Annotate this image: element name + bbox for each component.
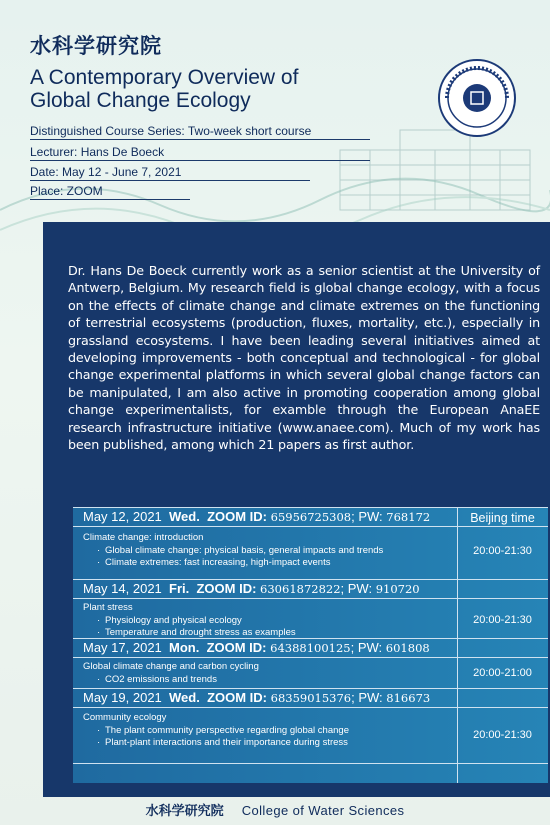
title-line-2: Global Change Ecology xyxy=(30,89,251,112)
date-line: Date: May 12 - June 7, 2021 xyxy=(30,165,310,181)
zoom-password: 768172 xyxy=(386,510,431,524)
session-topic: Plant stress xyxy=(83,602,133,613)
pw-label: ; PW: xyxy=(351,509,383,524)
title-line-1: A Contemporary Overview of xyxy=(30,66,299,89)
zoom-id: 63061872822 xyxy=(260,582,341,596)
session-header xyxy=(73,688,548,708)
zoom-label: ZOOM ID: xyxy=(207,690,268,705)
session-topic: Climate change: introduction xyxy=(83,532,204,543)
college-seal-icon xyxy=(437,58,517,138)
list-item: · CO2 emissions and trends xyxy=(83,674,548,687)
session-date: May 19, 2021 xyxy=(83,690,162,705)
footer xyxy=(0,800,550,819)
session-time: 20:00-21:30 xyxy=(473,729,532,741)
session-topic: Community ecology xyxy=(83,712,167,723)
zoom-label: ZOOM ID: xyxy=(206,640,267,655)
zoom-id: 68359015376 xyxy=(270,691,352,705)
footer-cn: 水科学研究院 xyxy=(145,804,224,819)
list-item: · Physiology and physical ecology xyxy=(83,615,548,628)
pw-label: ; PW: xyxy=(340,581,373,596)
list-item: · Plant-plant interactions and their importance during stress xyxy=(83,737,548,750)
session-weekday: Mon. xyxy=(169,640,200,655)
list-item: · Climate extremes: fast increasing, high-impact events xyxy=(83,557,548,570)
list-item: · Global climate change: physical basis, general impacts and trends xyxy=(83,545,548,558)
session-header xyxy=(73,638,548,658)
footer-en: College of Water Sciences xyxy=(241,803,405,818)
list-item: · Temperature and drought stress as examples xyxy=(83,627,548,640)
zoom-label: ZOOM ID: xyxy=(196,581,257,596)
page-title xyxy=(30,66,410,112)
pw-label: ; PW: xyxy=(350,640,383,655)
series-line: Distinguished Course Series: Two-week short course xyxy=(30,124,370,140)
cn-title: 水科学研究院 xyxy=(30,34,162,58)
schedule-table xyxy=(73,507,548,783)
time-column-header: Beijing time xyxy=(457,507,548,527)
session-time: 20:00-21:30 xyxy=(473,545,532,557)
pw-label: ; PW: xyxy=(351,690,383,705)
session-weekday: Wed. xyxy=(169,509,200,524)
place-line: Place: ZOOM xyxy=(30,184,190,200)
zoom-password: 910720 xyxy=(375,582,420,596)
session-time: 20:00-21:30 xyxy=(473,614,532,626)
session-date: May 12, 2021 xyxy=(83,509,162,524)
zoom-password: 816673 xyxy=(386,691,431,705)
zoom-password: 601808 xyxy=(385,641,430,655)
session-header xyxy=(73,579,548,599)
lecturer-line: Lecturer: Hans De Boeck xyxy=(30,145,370,161)
session-date: May 14, 2021 xyxy=(83,581,162,596)
zoom-label: ZOOM ID: xyxy=(207,509,268,524)
session-header xyxy=(73,507,457,527)
session-date: May 17, 2021 xyxy=(83,640,162,655)
table-bottom-rule xyxy=(73,763,548,764)
session-weekday: Wed. xyxy=(169,690,200,705)
speaker-bio: Dr. Hans De Boeck currently work as a senior scientist at the University of Antwerp, Belgium. My research field is global change ecology, with a focus on the effects of climate change and climate extremes on the functioning of terrestrial ecosystems (production, fluxes, mortality, etc.), especially in grassland ecosystems. I have been leading several initiatives aimed at developing improvements - both conceptual and technological - for global change experimental platforms in which several global change factors can be manipulated, I am also active in promoting cooperation among global change experimentalists, for examble through the European AnaEE research infrastructure initiative (www.anaee.com). Much of my work has been published, among which 21 papers as first author. xyxy=(68,263,540,453)
session-weekday: Fri. xyxy=(169,581,190,596)
zoom-id: 65956725308 xyxy=(270,510,352,524)
session-topic: Global climate change and carbon cycling xyxy=(83,661,259,672)
list-item: · The plant community perspective regarding global change xyxy=(83,725,548,738)
session-time: 20:00-21:00 xyxy=(473,667,532,679)
zoom-id: 64388100125 xyxy=(270,641,351,655)
